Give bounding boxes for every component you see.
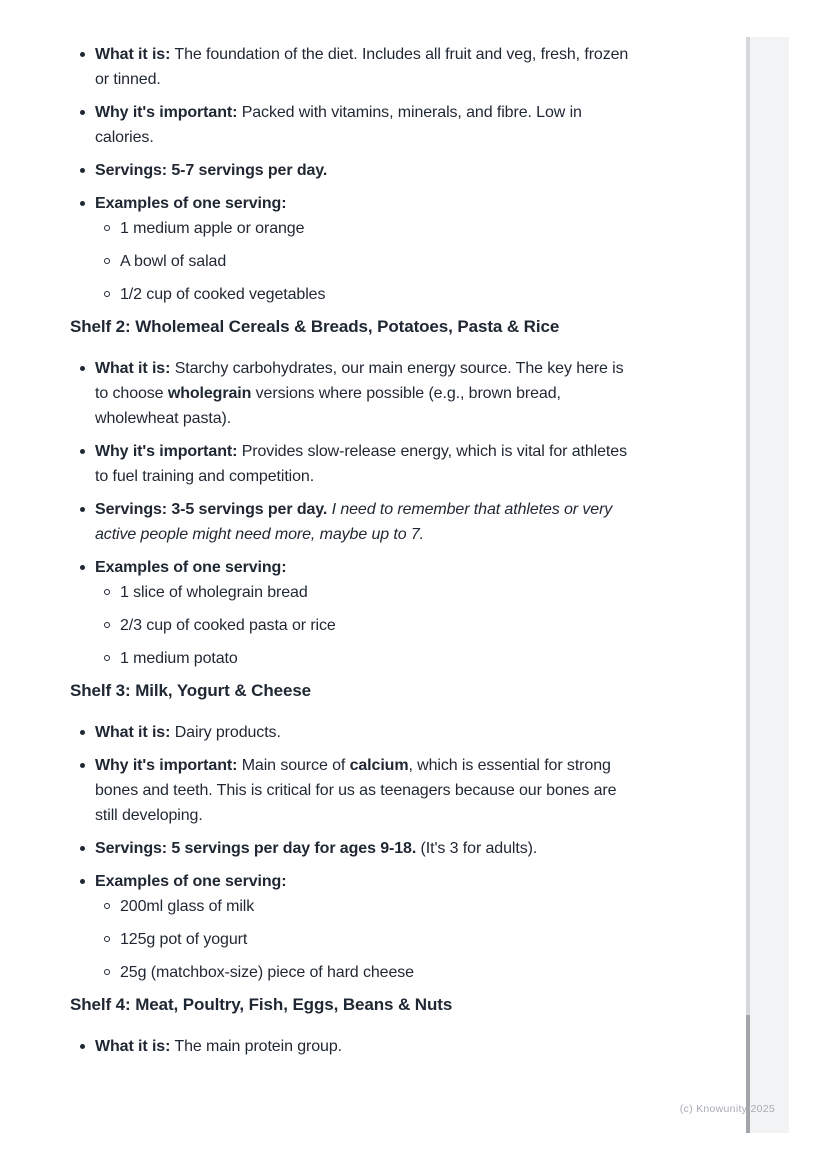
bold-text: Servings: 5 servings per day for ages 9-18. <box>95 840 417 857</box>
document-content <box>70 42 635 1067</box>
sub-bullet-item <box>120 646 635 671</box>
section-heading: Shelf 4: Meat, Poultry, Fish, Eggs, Beans & Nuts <box>70 995 453 1014</box>
sub-bullet-item <box>120 894 635 919</box>
bullet-item <box>95 191 635 307</box>
body-text: 2/3 cup of cooked pasta or rice <box>120 617 336 634</box>
body-text: Main source of <box>237 757 350 774</box>
bullet-item <box>95 836 635 861</box>
italic-note: I need to remember that athletes or very active people might need more, maybe up to 7. <box>95 501 613 543</box>
bullet-item <box>95 100 635 150</box>
scrollbar-track-line <box>746 37 750 1133</box>
body-text: 1/2 cup of cooked vegetables <box>120 286 326 303</box>
watermark: (c) Knowunity 2025 <box>679 1103 775 1115</box>
bullet-item <box>95 497 635 547</box>
bullet-item <box>95 753 635 828</box>
bullet-item <box>95 1034 635 1059</box>
body-text: versions where possible (e.g., brown bread, wholewheat pasta). <box>95 385 561 427</box>
body-text: (It's 3 for adults). <box>416 840 538 857</box>
sub-bullet-item <box>120 249 635 274</box>
sub-bullet-list <box>95 894 635 985</box>
body-text: Packed with vitamins, minerals, and fibre. Low in calories. <box>95 104 582 146</box>
sub-bullet-item <box>120 613 635 638</box>
body-text: Starchy carbohydrates, our main energy source. The key here is to choose <box>95 360 624 402</box>
body-text: , which is essential for strong bones and teeth. This is critical for us as teenagers because our bones are still developing. <box>95 757 617 824</box>
body-text: 25g (matchbox-size) piece of hard cheese <box>120 964 414 981</box>
bullet-item <box>95 869 635 985</box>
bullet-list <box>70 356 635 671</box>
body-text: Dairy products. <box>170 724 281 741</box>
bold-text: Why it's important: <box>95 757 238 774</box>
bullet-list <box>70 720 635 985</box>
bullet-item <box>95 555 635 671</box>
body-text: 1 medium potato <box>120 650 238 667</box>
bold-text: calcium <box>349 757 409 774</box>
sub-bullet-item <box>120 282 635 307</box>
bold-text: What it is: <box>95 46 171 63</box>
bold-text: What it is: <box>95 360 171 377</box>
sub-bullet-item <box>120 927 635 952</box>
sub-bullet-item <box>120 216 635 241</box>
bold-text: wholegrain <box>167 385 252 402</box>
sub-bullet-item <box>120 580 635 605</box>
bullet-item <box>95 720 635 745</box>
bold-text: What it is: <box>95 1038 171 1055</box>
bullet-item <box>95 158 635 183</box>
bold-text: Examples of one serving: <box>95 195 287 212</box>
body-text: The main protein group. <box>170 1038 342 1055</box>
bold-text: What it is: <box>95 724 171 741</box>
bold-text: Examples of one serving: <box>95 559 287 576</box>
sub-bullet-list <box>95 216 635 307</box>
bullet-item <box>95 356 635 431</box>
body-text: 1 slice of wholegrain bread <box>120 584 308 601</box>
body-text: 1 medium apple or orange <box>120 220 305 237</box>
bold-text: Servings: 5-7 servings per day. <box>95 162 328 179</box>
bullet-list <box>70 1034 635 1059</box>
section-heading: Shelf 3: Milk, Yogurt & Cheese <box>70 681 312 700</box>
body-text: 125g pot of yogurt <box>120 931 248 948</box>
bold-text: Why it's important: <box>95 443 238 460</box>
body-text: 200ml glass of milk <box>120 898 255 915</box>
body-text: Provides slow-release energy, which is vital for athletes to fuel training and competition. <box>95 443 627 485</box>
body-text: The foundation of the diet. Includes all fruit and veg, fresh, frozen or tinned. <box>95 46 629 88</box>
bullet-item <box>95 439 635 489</box>
bold-text: Examples of one serving: <box>95 873 287 890</box>
bullet-list <box>70 42 635 307</box>
body-text: A bowl of salad <box>120 253 227 270</box>
section-heading: Shelf 2: Wholemeal Cereals & Breads, Potatoes, Pasta & Rice <box>70 317 560 336</box>
scrollbar-track[interactable] <box>746 37 789 1133</box>
bold-text: Why it's important: <box>95 104 238 121</box>
sub-bullet-list <box>95 580 635 671</box>
bold-text: Servings: 3-5 servings per day. <box>95 501 328 518</box>
bullet-item <box>95 42 635 92</box>
sub-bullet-item <box>120 960 635 985</box>
